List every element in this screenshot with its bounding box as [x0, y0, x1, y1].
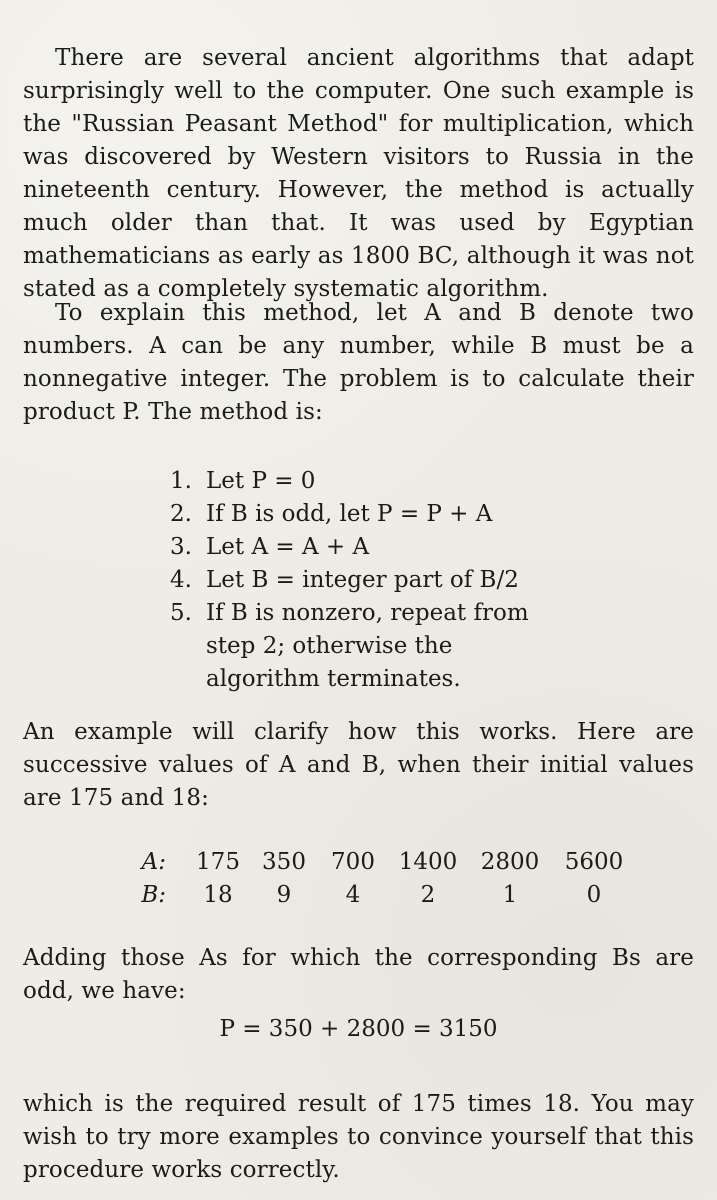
a-value: 1400: [398, 849, 458, 875]
algorithm-step: [170, 498, 560, 531]
step-text: Let A = A + A: [206, 534, 370, 560]
a-value: 350: [262, 849, 306, 875]
a-value: 2800: [480, 849, 540, 875]
step-number: 5.: [170, 600, 192, 626]
values-table: [118, 846, 624, 912]
algorithm-step: [170, 531, 560, 564]
b-value: 4: [345, 882, 361, 908]
b-value: 18: [203, 882, 233, 908]
step-number: 2.: [170, 501, 192, 527]
b-label: B:: [141, 882, 166, 908]
step-number: 3.: [170, 534, 192, 560]
step-text: Let B = integer part of B/2: [206, 567, 519, 593]
b-value: 0: [586, 882, 602, 908]
paragraph-conclusion: which is the required result of 175 times 18. You may wish to try more examples to convince yourself that this procedure works correctly.: [23, 1091, 694, 1183]
step-number: 4.: [170, 567, 192, 593]
paragraph-method-intro: To explain this method, let A and B denote two numbers. A can be any number, while B must be a nonnegative integer. The problem is to calculate their product P. The method is:: [23, 300, 694, 425]
algorithm-steps: [170, 465, 560, 696]
paragraph-sum-explanation: Adding those As for which the corresponding Bs are odd, we have:: [23, 945, 694, 1004]
a-label: A:: [141, 849, 166, 875]
paragraph-example-intro: An example will clarify how this works. Here are successive values of A and B, when their initial values are 175 and 18:: [23, 719, 694, 811]
paragraph-intro: There are several ancient algorithms that adapt surprisingly well to the computer. One such example is the "Russian Peasant Method" for multiplication, which was discovered by Western visitors to Russia in the nineteenth century. However, the method is actually much older than that. It was used by Egyptian mathematicians as early as 1800 BC, although it was not stated as a completely systematic algorithm.: [23, 45, 694, 302]
equation-result: P = 350 + 2800 = 3150: [219, 1016, 498, 1042]
b-value: 1: [502, 882, 518, 908]
b-values: [186, 879, 636, 912]
a-value: 175: [196, 849, 240, 875]
step-text: Let P = 0: [206, 468, 316, 494]
algorithm-step: [170, 465, 560, 498]
step-text: If B is nonzero, repeat from step 2; otherwise the algorithm terminates.: [206, 600, 529, 692]
b-value: 2: [420, 882, 436, 908]
step-text: If B is odd, let P = P + A: [206, 501, 493, 527]
algorithm-step: [170, 564, 560, 597]
a-values: [186, 846, 636, 879]
a-value: 700: [331, 849, 375, 875]
b-value: 9: [276, 882, 292, 908]
step-number: 1.: [170, 468, 192, 494]
b-values-row: [118, 879, 618, 912]
algorithm-step: [170, 597, 560, 696]
a-values-row: [118, 846, 624, 879]
a-value: 5600: [564, 849, 624, 875]
